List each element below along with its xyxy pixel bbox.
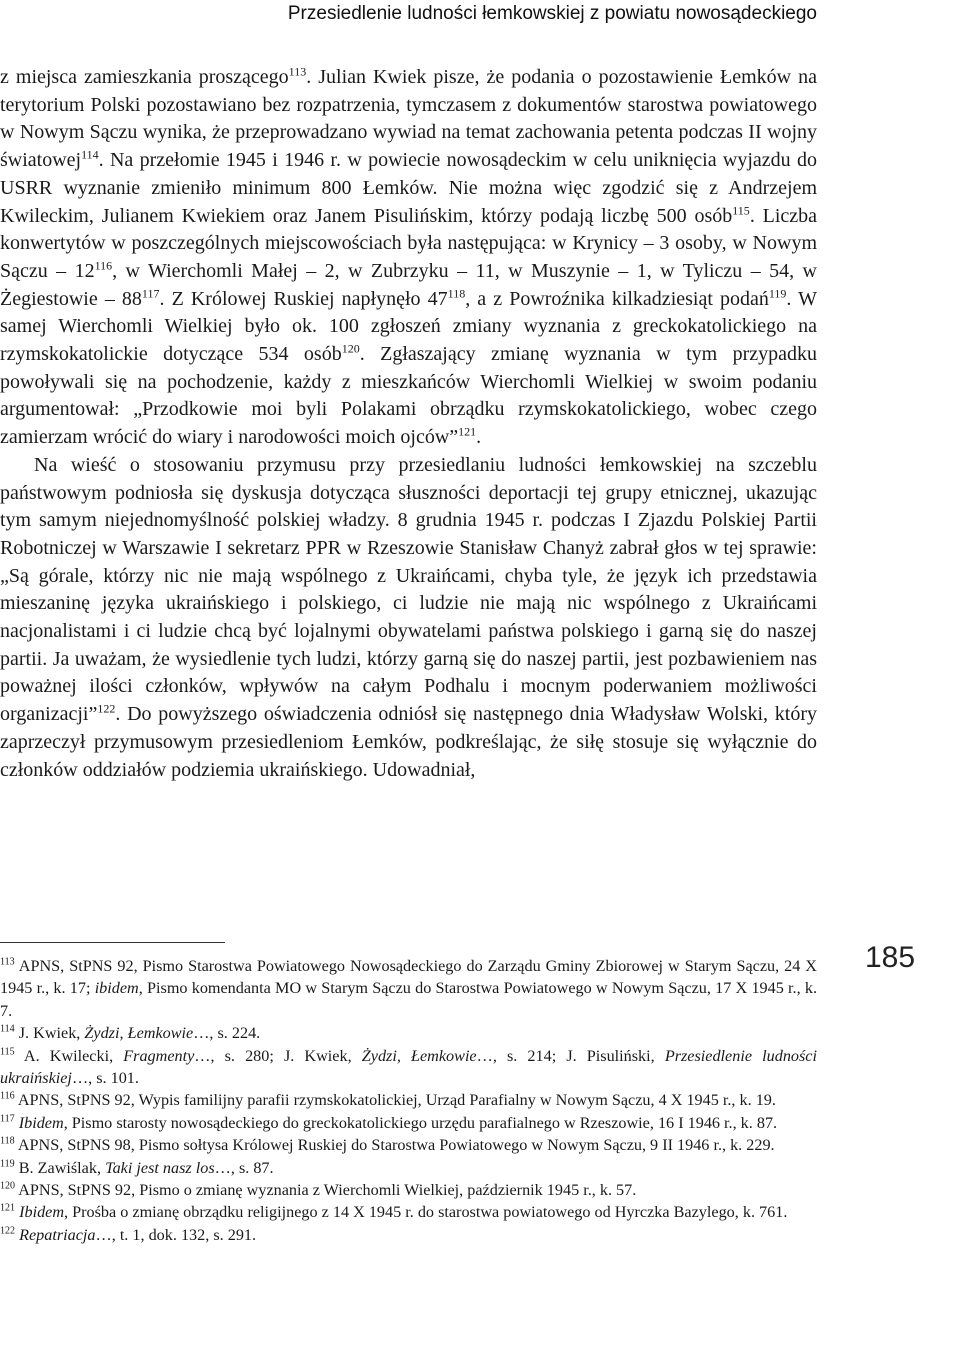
footnote-text: J. Kwiek,: [14, 1024, 85, 1043]
footnote-text: …, s. 214; J. Pisuliński,: [476, 1046, 665, 1065]
footnote-text: …, s. 87.: [214, 1158, 274, 1177]
footnote-text: APNS, StPNS 92, Pismo o zmianę wyznania z Wierchomli Wielkiej, październik 1945 r., k. 57.: [15, 1181, 637, 1200]
footnote-italic: Taki jest nasz los: [105, 1158, 215, 1177]
footnote-ref: 119: [768, 285, 787, 300]
footnote-number: 116: [0, 1091, 15, 1103]
running-header: Przesiedlenie ludności łemkowskiej z powiatu nowosądeckiego: [287, 3, 817, 24]
footnote-ref: 120: [341, 341, 360, 356]
footnote-113: [0, 955, 817, 1022]
footnote-text: A. Kwilecki,: [14, 1046, 124, 1065]
footnote-120: [0, 1179, 817, 1201]
paragraph-1: [0, 64, 817, 452]
text-run: .: [476, 426, 482, 449]
footnote-122: [0, 1224, 817, 1246]
footnotes: [0, 955, 817, 1246]
text-run: z miejsca zamieszkania proszącego: [0, 66, 289, 88]
footnote-number: 113: [0, 956, 15, 968]
text-run: . Z Królowej Ruskiej napłynęło 47: [159, 287, 448, 310]
footnote-text: B. Zawiślak,: [14, 1158, 106, 1177]
footnote-ref: 122: [97, 701, 116, 716]
footnote-ref: 121: [458, 424, 477, 439]
footnote-117: [0, 1112, 817, 1134]
footnote-115: [0, 1045, 817, 1090]
footnote-italic: Żydzi, Łemkowie: [84, 1024, 194, 1043]
footnote-text: …, s. 101.: [71, 1069, 139, 1088]
footnote-114: [0, 1022, 817, 1044]
footnote-text: …, s. 224.: [193, 1024, 261, 1043]
text-run: Na wieść o stosowaniu przymusu przy przesiedlaniu ludności łemkowskiej na szczeblu państwowym podniosła się dyskusja dotycząca słuszności deportacji tej grupy etnicznej, ukazując tym samym niejednomyślność polskiej władzy. 8 grudnia 1945 r. podczas I Zjazdu Polskiej Partii Robotniczej w Warszawie I sekretarz PPR w Rzeszowie Stanisław Chanyż zabrał głos w tej sprawie: „Są górale, którzy nic nie mają wspólnego z Ukraińcami, chyba tyle, że język ich przedstawia mieszaninę języka ukraińskiego i polskiego, ci ludzie nie mają nic wspólnego z Ukraińcami nacjonalistami i ci ludzie chcą być lojalnymi obywatelami państwa polskiego i garną się do naszej partii. Ja uważam, że wysiedlenie tych ludzi, którzy garną się do naszej partii, jest pozbawieniem nas poważnej ilości członków, wpływów na całym Podhalu i mocnym poderwaniem możliwości organizacji”: [0, 453, 817, 726]
footnote-text: APNS, StPNS 92, Pismo Starostwa Powiatowego Nowosądeckiego do Zarządu Gminy Zbiorowej w Starym Sączu, 24 X 1945 r., k. 17;: [0, 957, 817, 998]
text-run: . W samej Wierchomli Wielkiej było ok. 100 zgłoszeń zmiany wyznania z greckokatolickiego na rzymskokatolickie dotyczące 534 osób: [0, 287, 818, 366]
text-run: . Julian Kwiek pisze, że podania o pozostawienie Łemków na terytorium Polski pozostawiano bez rozpatrzenia, tymczasem z dokumentów starostwa powiatowego w Nowym Sączu wynika, że przeprowadzano wywiad na temat zachowania petenta podczas II wojny światowej: [0, 66, 817, 172]
footnote-separator: [0, 942, 225, 943]
footnote-italic: Repatriacja: [19, 1225, 96, 1244]
text-run: . Na przełomie 1945 i 1946 r. w powiecie nowosądeckim w celu uniknięcia wyjazdu do USRR wyznanie zmieniło minimum 800 Łemków. Nie można więc zgodzić się z Andrzejem Kwileckim, Julianem Kwiekiem oraz Janem Pisulińskim, którzy podają liczbę 500 osób: [0, 149, 817, 227]
main-text: [0, 64, 817, 784]
footnote-number: 117: [0, 1113, 15, 1125]
footnote-ref: 116: [94, 258, 113, 273]
footnote-number: 122: [0, 1225, 16, 1237]
footnote-116: [0, 1089, 817, 1111]
footnote-italic: Przesiedlenie ludności ukraińskiej: [0, 1046, 817, 1088]
text-run: . Do powyższego oświadczenia odniósł się następnego dnia Władysław Wolski, który zaprzeczył przymusowym przesiedleniom Łemków, podkreślając, że siłę stosuje się wyłącznie do członków oddziałów podziemia ukraińskiego. Udowadniał,: [0, 703, 817, 781]
text-run: . Liczba konwertytów w poszczególnych miejscowościach była następująca: w Krynicy – 3 osoby, w Nowym Sączu – 12: [0, 204, 818, 282]
footnote-119: [0, 1157, 817, 1179]
footnote-text: APNS, StPNS 98, Pismo sołtysa Królowej Ruskiej do Starostwa Powiatowego w Nowym Sączu, 9 II 1946 r., k. 229.: [14, 1136, 775, 1155]
text-run: , w Wierchomli Małej – 2, w Zubrzyku – 11, w Muszynie – 1, w Tyliczu – 54, w Żegiestowie – 88: [0, 259, 817, 310]
footnote-italic: Żydzi, Łemkowie: [361, 1046, 477, 1065]
text-run: . Zgłaszający zmianę wyznania w tym przypadku powoływali się na pochodzenie, każdy z mieszkańców Wierchomli Wielkiej w swoim podaniu argumentował: „Przodkowie moi byli Polakami obrządku rzymskokatolickiego, wobec czego zamierzam wrócić do wiary i narodowości moich ojców”: [0, 343, 818, 449]
footnote-number: 115: [0, 1046, 15, 1058]
footnote-text: …, t. 1, dok. 132, s. 291.: [95, 1225, 257, 1244]
footnote-ref: 114: [81, 147, 99, 162]
footnote-italic: Ibidem: [18, 1113, 64, 1132]
footnote-text: …, s. 280; J. Kwiek,: [194, 1046, 362, 1065]
footnote-ref: 115: [732, 202, 750, 217]
footnote-ref: 117: [141, 285, 160, 300]
footnote-121: [0, 1201, 817, 1223]
footnote-text: , Pismo komendanta MO w Starym Sączu do Starostwa Powiatowego w Nowym Sączu, 17 X 1945 r., k. 7.: [0, 979, 818, 1020]
footnote-text: , Pismo starosty nowosądeckiego do greckokatolickiego urzędu parafialnego w Rzeszowie, 16 I 1946 r., k. 87.: [63, 1113, 778, 1132]
paragraph-2: [0, 452, 817, 784]
footnote-ref: 118: [447, 285, 466, 300]
footnote-118: [0, 1134, 817, 1156]
footnote-italic: ibidem: [94, 979, 139, 998]
footnote-number: 118: [0, 1135, 15, 1147]
footnote-italic: Ibidem: [19, 1203, 65, 1222]
footnote-text: , Prośba o zmianę obrządku religijnego z 14 X 1945 r. do starostwa powiatowego od Hyrczka Bazylego, k. 761.: [64, 1203, 788, 1222]
page-number: 185: [865, 941, 916, 974]
footnote-number: 114: [0, 1023, 15, 1035]
footnote-ref: 113: [288, 64, 307, 79]
footnote-italic: Fragmenty: [123, 1046, 195, 1065]
footnote-text: APNS, StPNS 92, Wypis familijny parafii rzymskokatolickiej, Urząd Parafialny w Nowym Sączu, 4 X 1945 r., k. 19.: [14, 1091, 776, 1110]
footnote-number: 121: [0, 1203, 16, 1215]
text-run: , a z Powroźnika kilkadziesiąt podań: [465, 287, 769, 310]
footnote-number: 120: [0, 1180, 16, 1192]
footnote-number: 119: [0, 1158, 15, 1170]
